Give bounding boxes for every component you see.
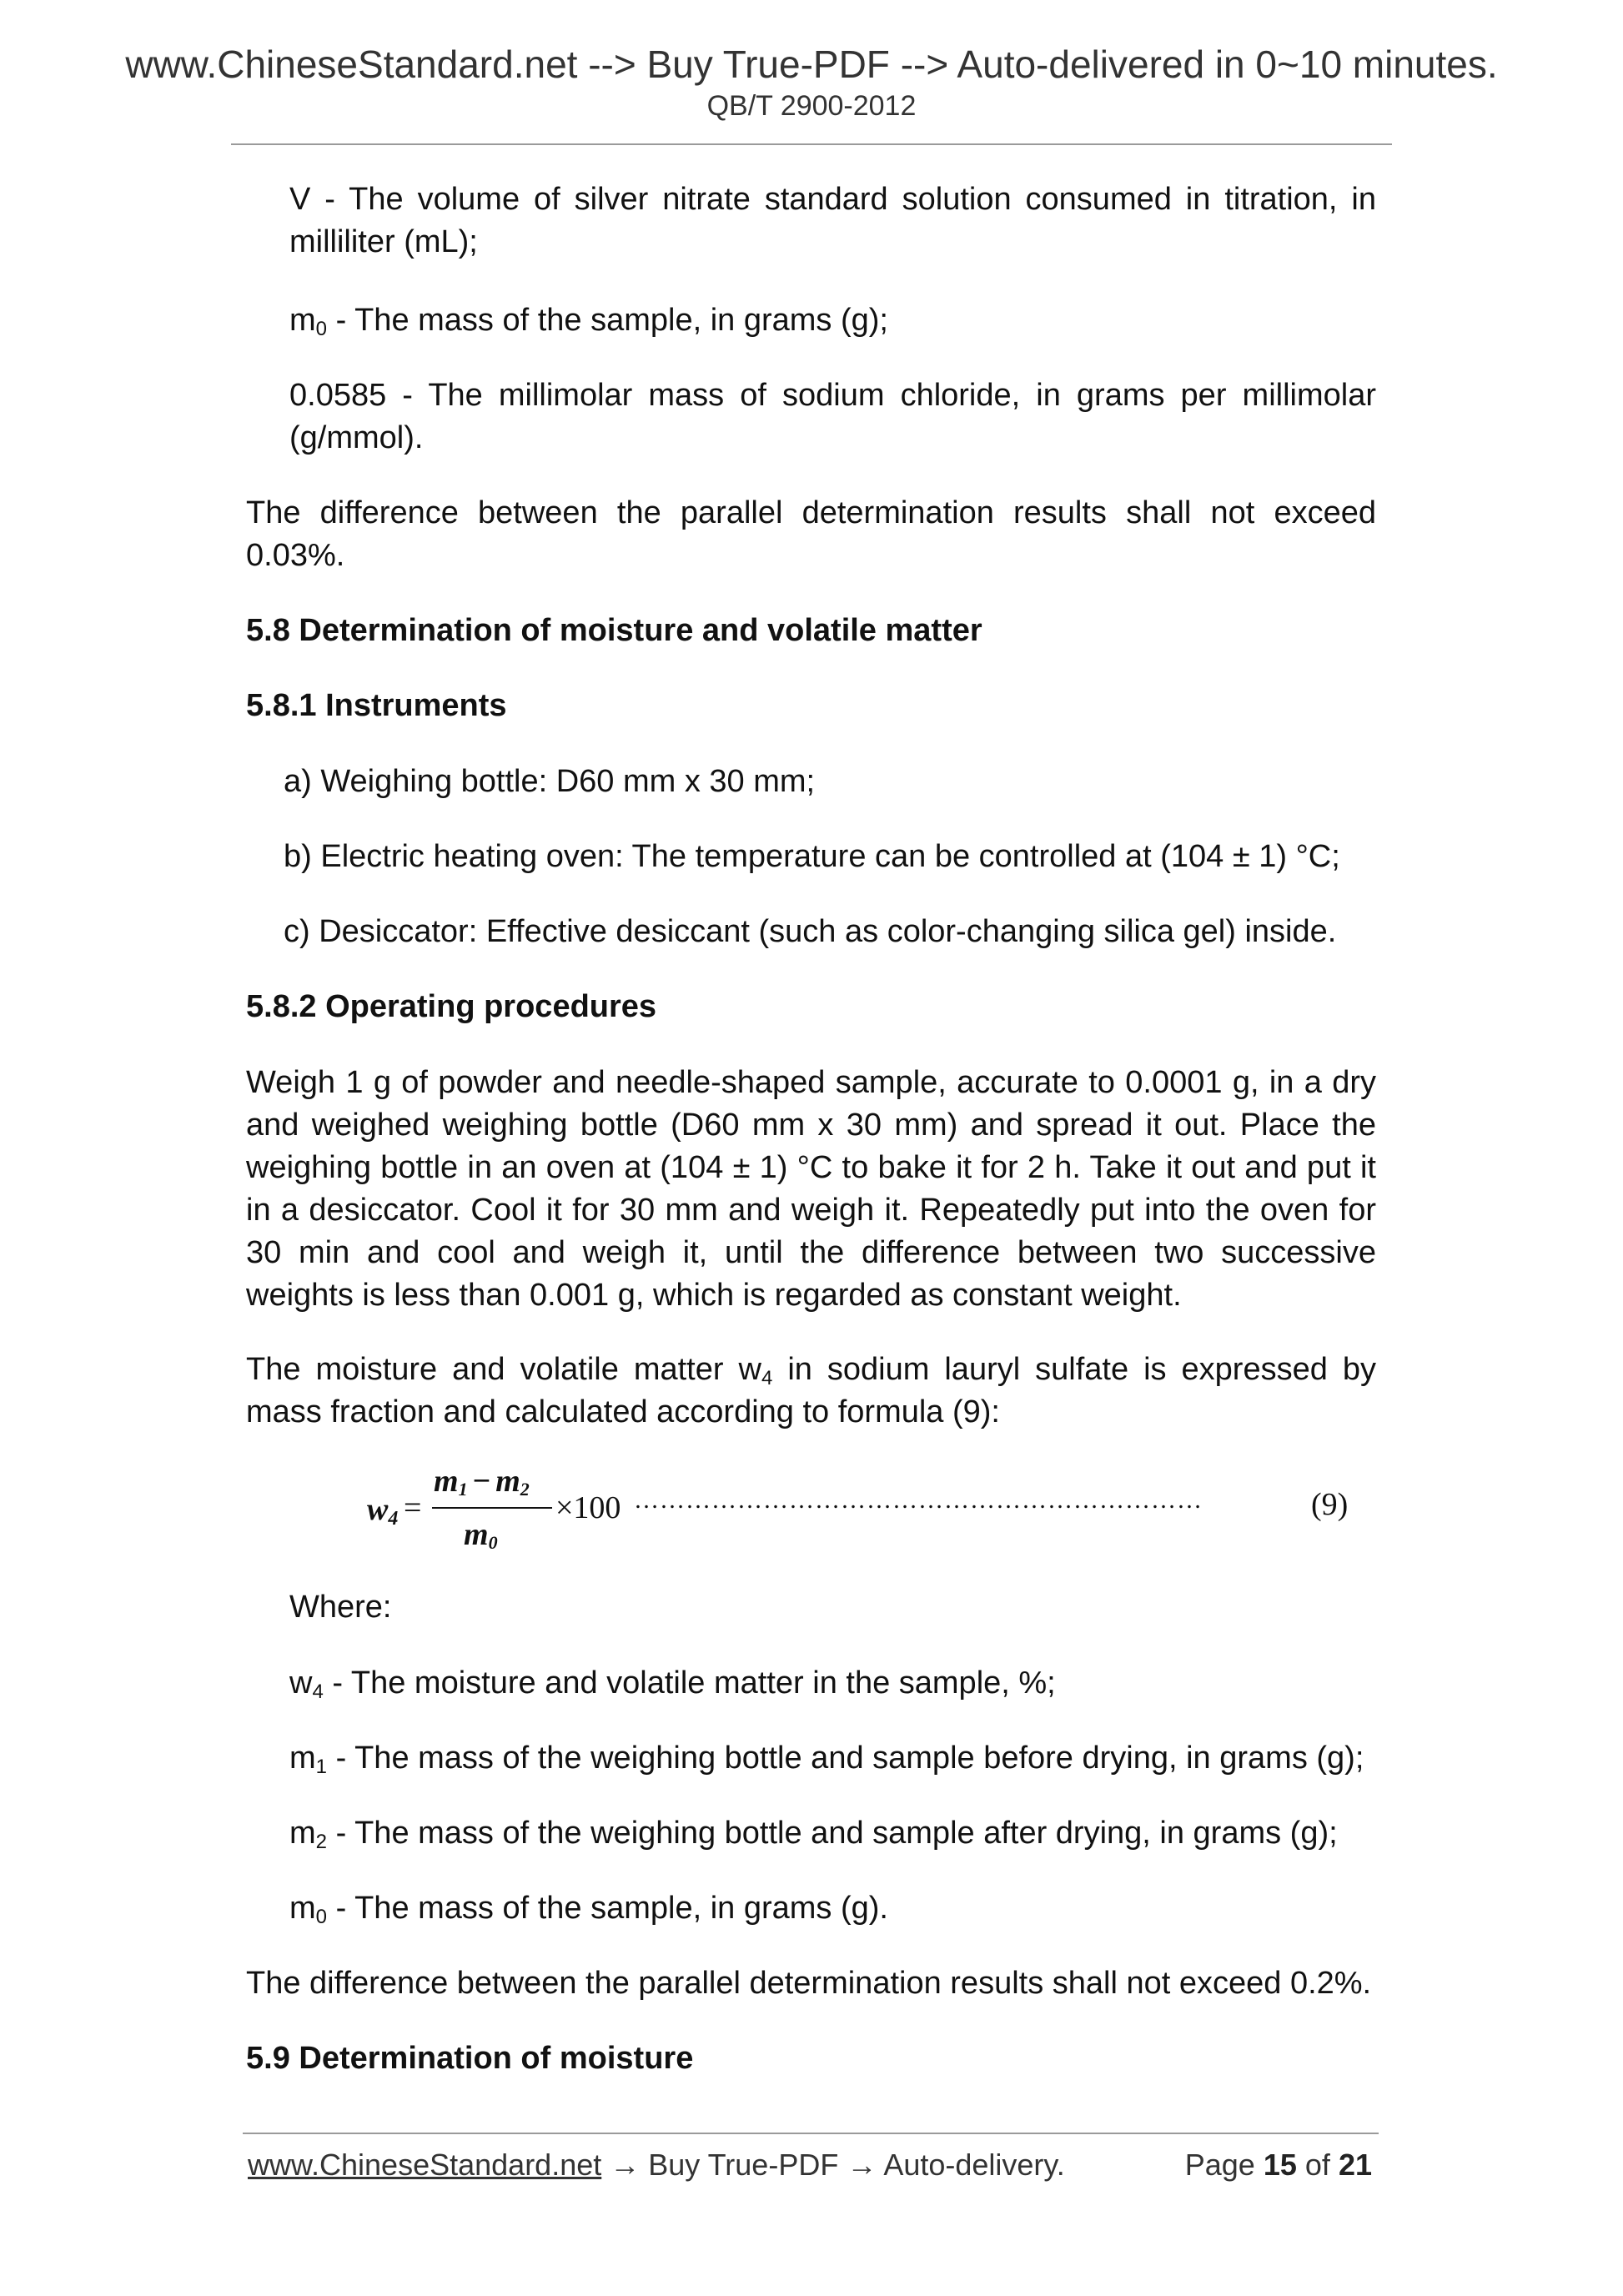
def-item: $m_0$ - The mass of the sample, in grams (g). — [289, 1891, 888, 1928]
def-item: $m_1$ - The mass of the weighing bottle and sample before drying, in grams (g); — [289, 1741, 1364, 1778]
formula-leader-dots: ………………………………………………………… — [634, 1486, 1203, 1514]
instrument-item: a) Weighing bottle: D60 mm x 30 mm; — [284, 764, 816, 799]
section-5-9-heading: 5.9 Determination of moisture — [246, 2041, 694, 2076]
instrument-item: c) Desiccator: Effective desiccant (such as color-changing silica gel) inside. — [284, 914, 1337, 949]
procedure-paragraph: Weigh 1 g of powder and needle-shaped sample, accurate to 0.0001 g, in a dry and weighed weighing bottle (D60 mm x 30 mm) and spread it out. Place the weighing bottle in an oven at (104 ± 1) °C to bake it for 2 h. Take it out and put it in a desiccator. Cool it for 30 mm and weigh it. Repeatedly put into the oven for 30 min and cool and weigh it, until the difference between two successive weights is less than 0.001 g, which is regarded as constant weight. — [246, 1065, 1376, 1313]
instrument-item: b) Electric heating oven: The temperature can be controlled at (104 ± 1) °C; — [284, 839, 1340, 874]
moisture-intro: The moisture and volatile matter $w_4$ in sodium lauryl sulfate is expressed by mass fraction and calculated according to formula (9): — [246, 1352, 1376, 1429]
footer-text: → Buy True-PDF → Auto-delivery. — [601, 2148, 1065, 2182]
footer-divider — [243, 2133, 1379, 2134]
formula-number: (9) — [1311, 1487, 1349, 1522]
formula-equals: = — [404, 1490, 422, 1525]
header-divider — [231, 143, 1392, 145]
def-item: $w_4$ - The moisture and volatile matter in the sample, %; — [289, 1665, 1056, 1703]
page-indicator: Page 15 of 21 — [1184, 2148, 1372, 2182]
fraction-bar — [432, 1507, 552, 1509]
def-v: V - The volume of silver nitrate standard solution consumed in titration, in milliliter (mL); — [289, 182, 1376, 259]
footer — [248, 2148, 1382, 2183]
formula-times-100: ×100 — [555, 1490, 621, 1525]
formula-numerator: $m_1 - m_2$ — [434, 1464, 530, 1500]
footer-link[interactable]: www.ChineseStandard.net — [248, 2148, 602, 2182]
difference-note-1: The difference between the parallel determination results shall not exceed 0.03%. — [246, 495, 1376, 573]
difference-note-2: The difference between the parallel determination results shall not exceed 0.2%. — [246, 1966, 1372, 2001]
formula-denominator: $m_0$ — [464, 1517, 498, 1553]
formula-lhs: $w_4$ — [367, 1492, 399, 1530]
def-item: $m_2$ - The mass of the weighing bottle and sample after drying, in grams (g); — [289, 1816, 1338, 1853]
section-5-8-heading: 5.8 Determination of moisture and volatile matter — [246, 613, 982, 648]
header-banner[interactable]: www.ChineseStandard.net --> Buy True-PDF --> Auto-delivered in 0~10 minutes. — [125, 43, 1498, 86]
where-label: Where: — [289, 1590, 392, 1625]
section-5-8-2-heading: 5.8.2 Operating procedures — [246, 989, 657, 1024]
formula-9 — [359, 1464, 1384, 1568]
def-m0-top: $m_0$ - The mass of the sample, in grams (g); — [289, 303, 888, 340]
standard-code: QB/T 2900-2012 — [706, 90, 917, 122]
section-5-8-1-heading: 5.8.1 Instruments — [246, 688, 507, 723]
def-0585: 0.0585 - The millimolar mass of sodium chloride, in grams per millimolar (g/mmol). — [289, 378, 1376, 455]
